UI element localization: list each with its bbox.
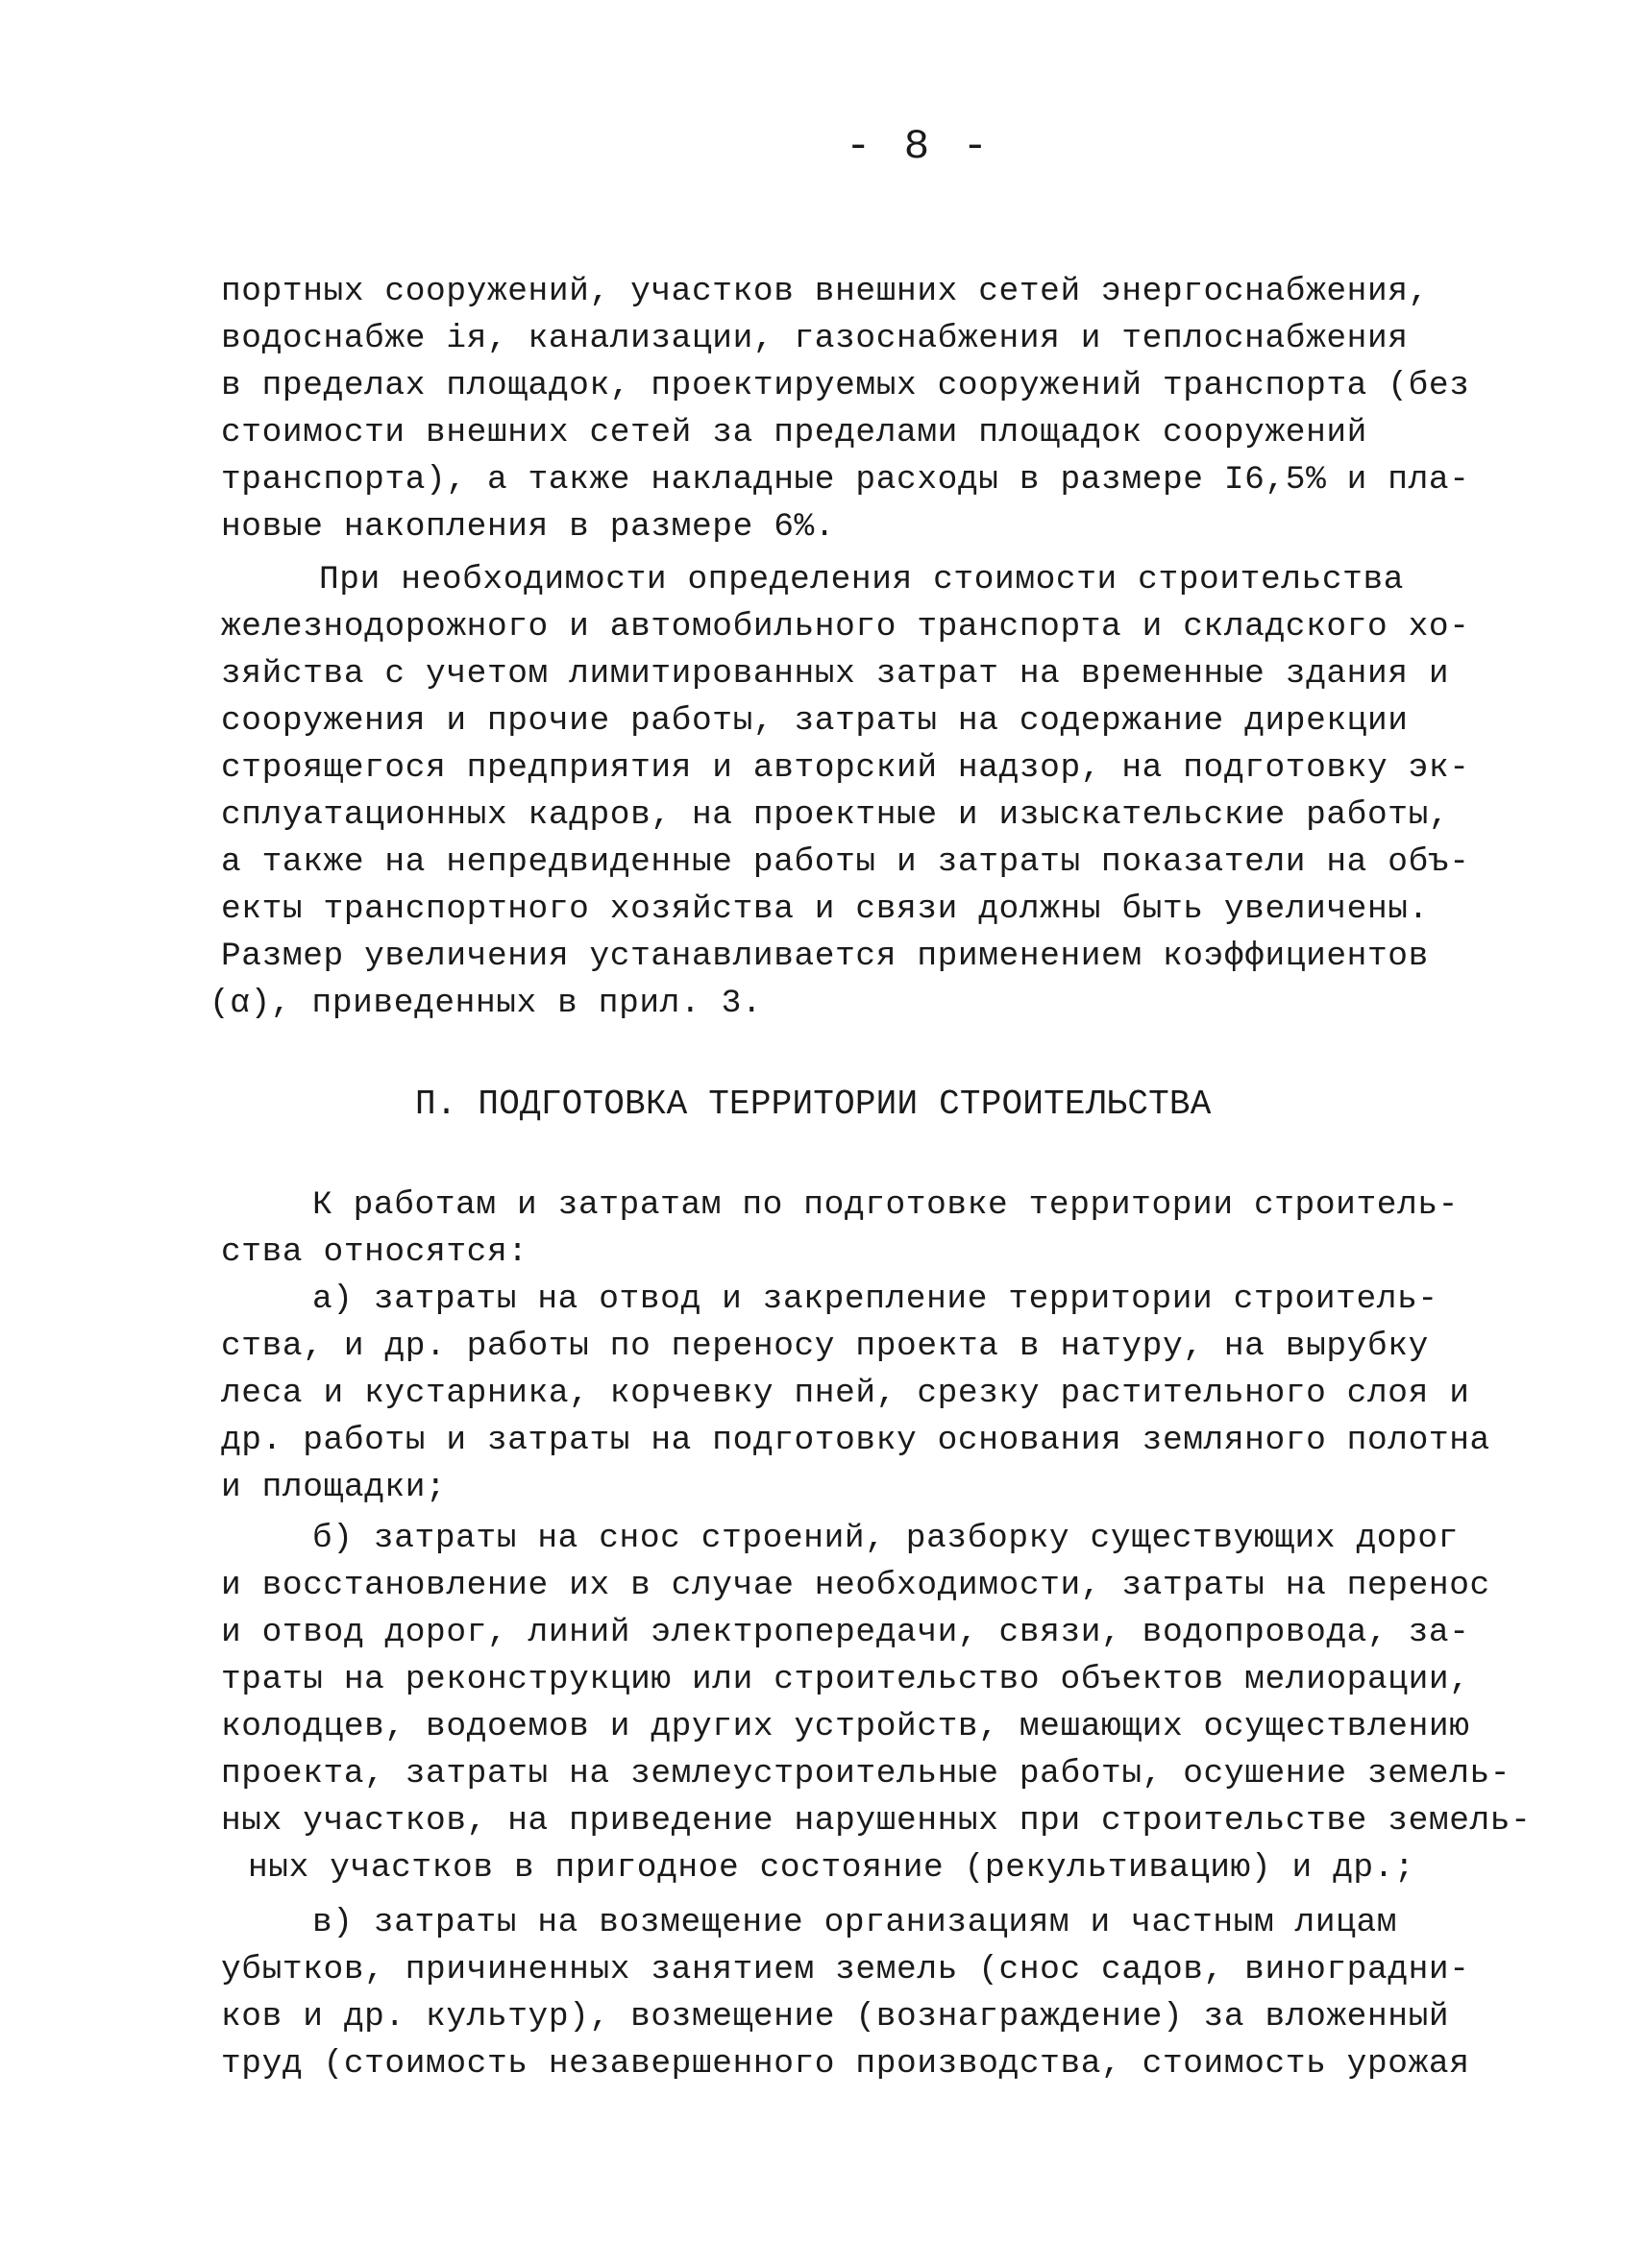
- text-line: б) затраты на снос строений, разборку существующих дорог: [312, 1520, 1459, 1557]
- text-line: железнодорожного и автомобильного транспорта и складского хо-: [221, 608, 1470, 646]
- text-line: проекта, затраты на землеустроительные работы, осушение земель-: [221, 1755, 1511, 1792]
- text-line: строящегося предприятия и авторский надзор, на подготовку эк-: [221, 749, 1470, 787]
- text-line: сплуатационных кадров, на проектные и изыскательские работы,: [221, 796, 1450, 834]
- text-line: колодцев, водоемов и других устройств, мешающих осуществлению: [221, 1708, 1470, 1745]
- text-line: ных участков в пригодное состояние (рекультивацию) и др.;: [248, 1849, 1415, 1887]
- text-line: зяйства с учетом лимитированных затрат на временные здания и: [221, 655, 1450, 693]
- text-line: траты на реконструкцию или строительство объектов мелиорации,: [221, 1661, 1470, 1698]
- text-line: портных сооружений, участков внешних сетей энергоснабжения,: [221, 273, 1429, 310]
- text-line: стоимости внешних сетей за пределами площадок сооружений: [221, 414, 1367, 451]
- page-number: - 8 -: [846, 123, 993, 171]
- text-line: убытков, причиненных занятием земель (снос садов, виноградни-: [221, 1951, 1470, 1988]
- text-line: леса и кустарника, корчевку пней, срезку растительного слоя и: [221, 1375, 1470, 1412]
- text-line: а также на непредвиденные работы и затраты показатели на объ-: [221, 843, 1470, 881]
- text-line: в) затраты на возмещение организациям и частным лицам: [312, 1904, 1398, 1941]
- text-line: К работам и затратам по подготовке территории строитель-: [312, 1186, 1459, 1224]
- text-line: сооружения и прочие работы, затраты на содержание дирекции: [221, 702, 1409, 740]
- text-line: труд (стоимость незавершенного производства, стоимость урожая: [221, 2045, 1470, 2083]
- text-line: в пределах площадок, проектируемых сооружений транспорта (без: [221, 367, 1470, 404]
- text-line: транспорта), а также накладные расходы в размере I6,5% и пла-: [221, 461, 1470, 499]
- text-line: екты транспортного хозяйства и связи должны быть увеличены.: [221, 890, 1429, 928]
- text-line: ков и др. культур), возмещение (вознаграждение) за вложенный: [221, 1998, 1450, 2036]
- text-line: новые накопления в размере 6%.: [221, 508, 836, 546]
- text-line: и отвод дорог, линий электропередачи, связи, водопровода, за-: [221, 1614, 1470, 1651]
- text-line: и восстановление их в случае необходимости, затраты на перенос: [221, 1567, 1490, 1604]
- text-line: и площадки;: [221, 1469, 447, 1506]
- section-heading: П. ПОДГОТОВКА ТЕРРИТОРИИ СТРОИТЕЛЬСТВА: [415, 1085, 1212, 1124]
- text-line: ства относятся:: [221, 1233, 528, 1271]
- text-line: ства, и др. работы по переносу проекта в натуру, на вырубку: [221, 1328, 1429, 1365]
- text-line: ных участков, на приведение нарушенных при строительстве земель-: [221, 1802, 1532, 1840]
- text-line: а) затраты на отвод и закрепление территории строитель-: [312, 1280, 1438, 1318]
- text-line: (α), приведенных в прил. 3.: [209, 985, 763, 1022]
- text-line: водоснабже ія, канализации, газоснабжения и теплоснабжения: [221, 320, 1409, 357]
- text-line: Размер увеличения устанавливается применением коэффициентов: [221, 938, 1429, 975]
- text-line: При необходимости определения стоимости строительства: [319, 561, 1405, 598]
- text-line: др. работы и затраты на подготовку основания земляного полотна: [221, 1422, 1490, 1459]
